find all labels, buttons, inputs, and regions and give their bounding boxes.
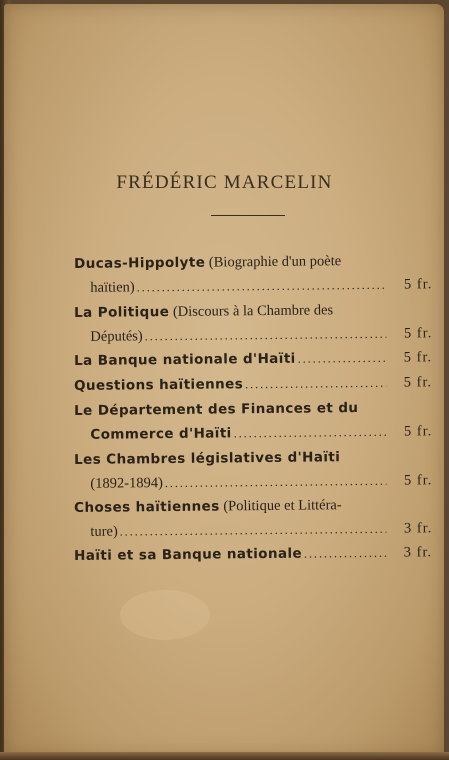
entry-price: 5 fr.: [403, 325, 433, 342]
entry-description-continued: (1892-1894): [90, 475, 163, 492]
entry-description-continued: haïtien): [90, 279, 135, 296]
book-entry-choses-haitiennes: [74, 492, 432, 544]
book-entry-la-politique: [74, 297, 432, 349]
dot-leader: [304, 541, 386, 566]
dot-leader: [145, 322, 387, 349]
title-divider: [211, 215, 285, 216]
entry-description: (Biographie d'un poète: [208, 253, 342, 271]
entry-price: 3 fr.: [403, 544, 433, 561]
entry-price: 5 fr.: [403, 276, 433, 293]
entry-price: 5 fr.: [403, 472, 433, 489]
entry-price: 3 fr.: [403, 520, 433, 537]
entry-description: (Politique et Littéra-: [223, 497, 342, 515]
book-entry-ducas-hippolyte: [74, 248, 432, 300]
entry-title: Haïti et sa Banque nationale: [74, 545, 303, 564]
entry-title-continued: Commerce d'Haïti: [90, 425, 232, 443]
entry-title: Ducas-Hippolyte: [74, 254, 206, 272]
dot-leader: [165, 469, 387, 495]
dot-leader: [298, 346, 387, 371]
dot-leader: [234, 420, 387, 446]
entry-price: 5 fr.: [403, 423, 433, 440]
entry-title: Questions haïtiennes: [74, 376, 244, 394]
paper-stain: [120, 590, 210, 640]
book-entry-questions-haitiennes: [74, 370, 432, 398]
entry-title: La Politique: [74, 304, 170, 321]
book-entry-chambres-legislatives: [74, 444, 432, 496]
dot-leader: [245, 371, 386, 396]
book-bottom-edge: [0, 752, 449, 760]
entry-title: La Banque nationale d'Haïti: [74, 350, 296, 369]
book-entry-banque-nationale: [74, 345, 432, 373]
dot-leader: [137, 273, 387, 300]
entry-description-continued: Députés): [90, 328, 143, 345]
book-entry-departement-finances: [74, 395, 432, 447]
entry-price: 5 fr.: [403, 349, 433, 366]
entry-title: Les Chambres législatives d'Haïti: [74, 449, 341, 468]
book-entry-haiti-banque: [74, 540, 432, 568]
entry-price: 5 fr.: [403, 374, 433, 391]
entry-description-continued: ture): [90, 523, 118, 540]
author-name: FRÉDÉRIC MARCELIN: [116, 172, 333, 193]
entry-title: Choses haïtiennes: [74, 498, 220, 516]
dot-leader: [120, 517, 387, 544]
entry-description: (Discours à la Chambre des: [172, 302, 334, 320]
entry-title: Le Département des Finances et du: [74, 400, 359, 419]
